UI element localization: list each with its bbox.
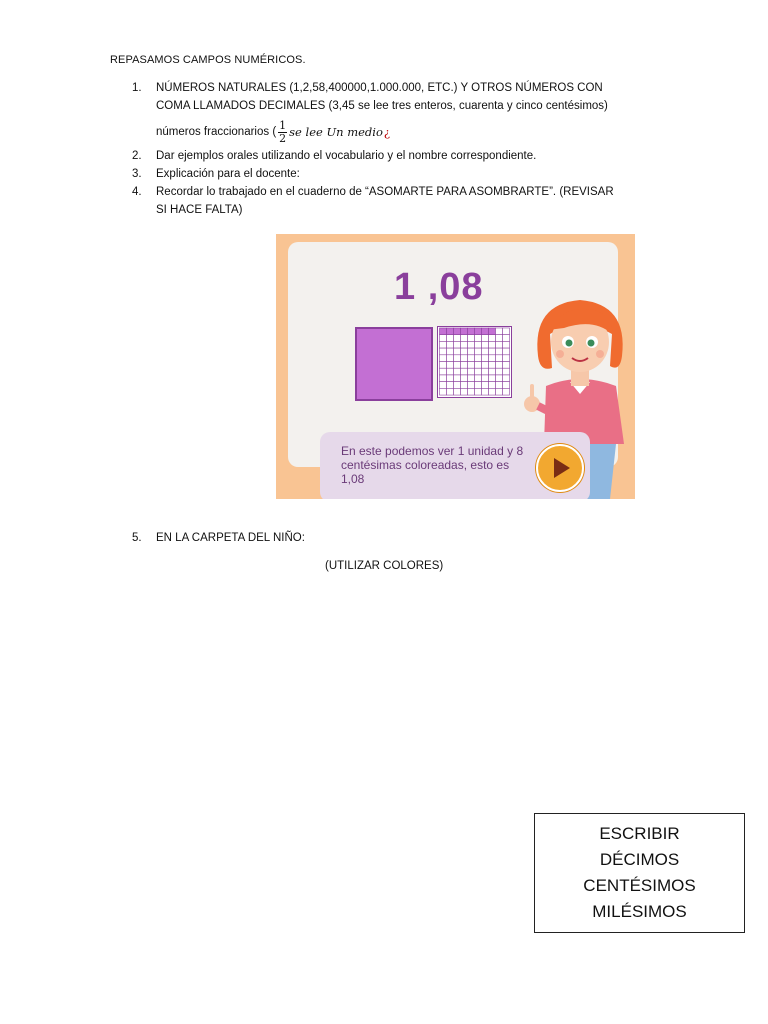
grid-cell [454, 355, 461, 362]
box-line-2: DÉCIMOS [599, 850, 680, 869]
grid-cell [489, 355, 496, 362]
list-item-2 [132, 147, 672, 165]
grid-cell [489, 341, 496, 348]
grid-cell [447, 362, 454, 369]
grid-cell [468, 388, 475, 395]
grid-cell [496, 382, 503, 389]
grid-cell [468, 362, 475, 369]
grid-cell [475, 362, 482, 369]
grid-cell [482, 362, 489, 369]
grid-cell [461, 348, 468, 355]
grid-cell [482, 335, 489, 342]
grid-cell [440, 375, 447, 382]
grid-cell [468, 341, 475, 348]
grid-cell [489, 368, 496, 375]
fraction [278, 120, 287, 145]
grid-cell [440, 368, 447, 375]
colors-note: (UTILIZAR COLORES) [325, 560, 444, 572]
grid-cell [468, 348, 475, 355]
grid-cell [468, 355, 475, 362]
grid-cell [447, 382, 454, 389]
grid-cell [454, 368, 461, 375]
grid-cell [489, 335, 496, 342]
fraction-denominator: 2 [279, 131, 287, 145]
grid-cell [440, 388, 447, 395]
grid-cell [454, 348, 461, 355]
grid-cell [461, 382, 468, 389]
item-number: 4. [132, 186, 142, 198]
grid-cell [440, 348, 447, 355]
grid-cell [468, 335, 475, 342]
grid-cell [503, 362, 510, 369]
task-box [534, 813, 745, 933]
item-number: 2. [132, 150, 142, 162]
grid-cell [475, 355, 482, 362]
grid-cell [503, 328, 510, 335]
fraction-reading: se lee Un medio [289, 125, 383, 139]
grid-cell [496, 368, 503, 375]
grid-cell [468, 368, 475, 375]
grid-cell [468, 382, 475, 389]
speech-bubble [320, 432, 590, 499]
grid-cell [461, 335, 468, 342]
grid-cell [461, 375, 468, 382]
grid-cell [482, 341, 489, 348]
grid-cell [503, 355, 510, 362]
grid-cell-colored [468, 328, 475, 335]
grid-cell [475, 375, 482, 382]
play-icon [538, 446, 582, 490]
page-heading: REPASAMOS CAMPOS NUMÉRICOS. [110, 54, 306, 66]
grid-cell [496, 362, 503, 369]
grid-cell [461, 362, 468, 369]
grid-cell [482, 375, 489, 382]
grid-cell [503, 375, 510, 382]
box-line-3: CENTÉSIMOS [583, 876, 696, 895]
grid-cell [454, 382, 461, 389]
grid-cell [447, 348, 454, 355]
grid-cell [461, 388, 468, 395]
grid-cell [440, 355, 447, 362]
grid-cell [482, 355, 489, 362]
fraction-prefix: números fraccionarios ( [156, 126, 277, 138]
grid-cell [454, 362, 461, 369]
decimal-number: 1 ,08 [394, 266, 484, 308]
fraction-line [156, 117, 672, 147]
decimal-illustration [276, 234, 635, 499]
grid-cell [503, 382, 510, 389]
item-1-line-2: COMA LLAMADOS DECIMALES (3,45 se lee tres enteros, cuarenta y cinco centésimos) [156, 100, 608, 112]
grid-cell [475, 335, 482, 342]
item-number: 5. [132, 532, 142, 544]
grid-cell [482, 382, 489, 389]
unit-square [355, 327, 433, 401]
item-number: 1. [132, 82, 142, 94]
list-item-5 [132, 532, 305, 544]
grid-cell [447, 368, 454, 375]
grid-cell [461, 355, 468, 362]
grid-cell-colored [447, 328, 454, 335]
grid-cell [503, 341, 510, 348]
grid-cell [496, 335, 503, 342]
box-line-4: MILÉSIMOS [592, 902, 687, 921]
list-item-3 [132, 165, 672, 183]
grid-cell [489, 388, 496, 395]
item-4-line-2: SI HACE FALTA) [156, 204, 243, 216]
speech-text: En este podemos ver 1 unidad y 8 centésimas coloreadas, esto es 1,08 [341, 444, 524, 486]
grid-cell [475, 368, 482, 375]
grid-cell [447, 355, 454, 362]
grid-cell [468, 375, 475, 382]
grid-cell [503, 368, 510, 375]
item-5-text: EN LA CARPETA DEL NIÑO: [156, 532, 305, 544]
item-number: 3. [132, 168, 142, 180]
grid-cell [461, 341, 468, 348]
grid-cell [482, 348, 489, 355]
grid-cell [447, 341, 454, 348]
grid-cell [496, 388, 503, 395]
grid-cell [447, 335, 454, 342]
grid-cell [447, 375, 454, 382]
grid-cell [503, 388, 510, 395]
grid-cell [475, 388, 482, 395]
grid-cell [454, 335, 461, 342]
list-item-4 [132, 183, 672, 219]
grid-cell [482, 368, 489, 375]
numbered-list [132, 79, 672, 219]
grid-cell-colored [454, 328, 461, 335]
item-1-line-1: NÚMEROS NATURALES (1,2,58,400000,1.000.000, ETC.) Y OTROS NÚMEROS CON [156, 82, 603, 94]
grid-cell [475, 382, 482, 389]
grid-cell [489, 362, 496, 369]
item-4-line-1: Recordar lo trabajado en el cuaderno de “ASOMARTE PARA ASOMBRARTE”. (REVISAR [156, 186, 614, 198]
item-3-text: Explicación para el docente: [156, 168, 300, 180]
grid-cell [447, 388, 454, 395]
grid-cell [440, 362, 447, 369]
grid-cell [503, 348, 510, 355]
grid-cell [454, 375, 461, 382]
grid-cell [440, 335, 447, 342]
grid-cell [440, 382, 447, 389]
grid-cell-colored [475, 328, 482, 335]
grid-cell [503, 335, 510, 342]
grid-cell [440, 341, 447, 348]
list-item-1 [132, 79, 672, 147]
grid-cell [496, 328, 503, 335]
fraction-numerator: 1 [279, 118, 287, 132]
item-2-text: Dar ejemplos orales utilizando el vocabulario y el nombre correspondiente. [156, 150, 537, 162]
grid-cell [496, 375, 503, 382]
grid-cell [496, 341, 503, 348]
grid-cell-colored [489, 328, 496, 335]
grid-cell [482, 388, 489, 395]
grid-cell [475, 341, 482, 348]
grid-cell [454, 388, 461, 395]
play-button[interactable] [536, 444, 584, 492]
grid-cell [489, 348, 496, 355]
grid-cell [496, 348, 503, 355]
grid-cell-colored [482, 328, 489, 335]
grid-cell [489, 375, 496, 382]
grid-cell [489, 382, 496, 389]
grid-cell-colored [461, 328, 468, 335]
fraction-end-mark: ¿ [383, 125, 391, 139]
grid-cell [475, 348, 482, 355]
grid-cell [496, 355, 503, 362]
grid-cell [454, 341, 461, 348]
grid-cell-colored [440, 328, 447, 335]
box-line-1: ESCRIBIR [599, 824, 680, 843]
grid-cell [461, 368, 468, 375]
hundredths-grid [437, 326, 512, 398]
